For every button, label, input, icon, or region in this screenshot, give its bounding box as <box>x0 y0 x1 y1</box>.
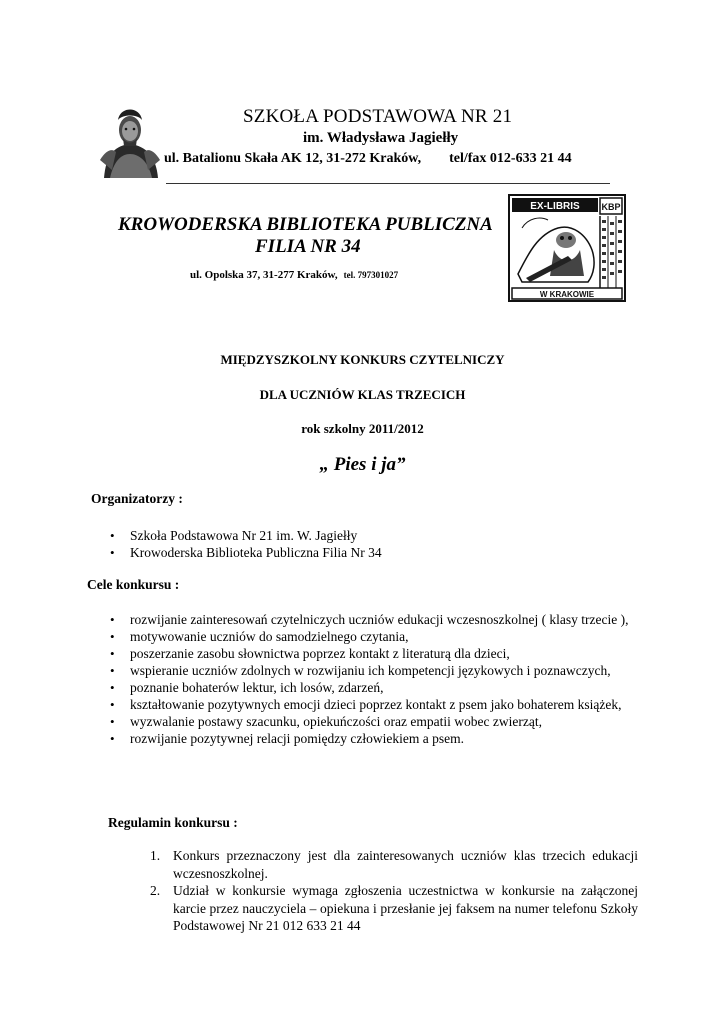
organizers-list <box>107 527 637 561</box>
goal-item: • wspieranie uczniów zdolnych w rozwijaniu ich kompetencji językowych i poznawczych, <box>107 662 637 679</box>
goal-item: • poznanie bohaterów lektur, ich losów, zdarzeń, <box>107 679 637 696</box>
school-phone: tel/fax 012-633 21 44 <box>449 151 572 166</box>
organizers-heading: Organizatorzy : <box>91 491 183 506</box>
library-address: ul. Opolska 37, 31-277 Kraków, <box>190 269 338 281</box>
rule-text: Konkurs przeznaczony jest dla zainteresowanych uczniów klas trzecich edukacji wczesnoszkolnej. <box>173 848 638 881</box>
goal-item: • motywowanie uczniów do samodzielnego czytania, <box>107 628 637 645</box>
goals-list <box>107 611 637 747</box>
rules-heading: Regulamin konkursu : <box>108 815 238 830</box>
stamp-bottom-text: W KRAKOWIE <box>539 290 595 299</box>
patron-portrait-image <box>96 100 164 180</box>
contest-name: „ Pies i ja” <box>319 454 406 475</box>
library-address-line <box>190 269 398 281</box>
stamp-top-text: EX-LIBRIS <box>530 201 580 212</box>
school-address: ul. Batalionu Skała AK 12, 31-272 Kraków, <box>164 151 422 166</box>
goal-item: • wyzwalanie postawy szacunku, opiekuńczości oraz empatii wobec zwierząt, <box>107 713 637 730</box>
rule-item <box>150 882 638 935</box>
rule-number: 1. <box>150 848 161 863</box>
title-line-1: MIĘDZYSZKOLNY KONKURS CZYTELNICZY <box>220 352 505 367</box>
ex-libris-stamp-image <box>508 194 626 302</box>
school-name: SZKOŁA PODSTAWOWA NR 21 <box>243 106 513 127</box>
rule-number: 2. <box>150 883 161 898</box>
school-address-line <box>164 151 572 167</box>
organizer-item: • Krowoderska Biblioteka Publiczna Filia Nr 34 <box>107 544 637 561</box>
rules-list <box>150 847 638 935</box>
goal-item: • rozwijanie pozytywnej relacji pomiędzy człowiekiem a psem. <box>107 730 637 747</box>
header-divider <box>166 183 610 184</box>
library-phone: tel. 797301027 <box>343 270 399 280</box>
goal-item: • kształtowanie pozytywnych emocji dzieci poprzez kontakt z psem jako bohaterem książek, <box>107 696 637 713</box>
rule-text: Udział w konkursie wymaga zgłoszenia uczestnictwa w konkursie na załączonej karcie przez nauczyciela – opiekuna i przesłanie jej faksem na numer telefonu Szkoły Podstawowej Nr 21 012 633 21 44 <box>173 883 638 933</box>
goals-heading: Cele konkursu : <box>87 577 180 592</box>
stamp-side-text: KBP <box>601 202 621 212</box>
title-line-3: rok szkolny 2011/2012 <box>301 421 424 436</box>
library-name-line2: FILIA NR 34 <box>255 236 361 257</box>
organizer-item: • Szkoła Podstawowa Nr 21 im. W. Jagiełły <box>107 527 637 544</box>
library-name-line1: KROWODERSKA BIBLIOTEKA PUBLICZNA <box>118 214 493 235</box>
goal-item: • poszerzanie zasobu słownictwa poprzez kontakt z literaturą dla dzieci, <box>107 645 637 662</box>
rule-item <box>150 847 638 882</box>
school-patron: im. Władysława Jagiełły <box>303 130 459 146</box>
title-line-2: DLA UCZNIÓW KLAS TRZECICH <box>259 387 466 402</box>
goal-item: • rozwijanie zainteresowań czytelniczych uczniów edukacji wczesnoszkolnej ( klasy trzecie ), <box>107 611 637 628</box>
